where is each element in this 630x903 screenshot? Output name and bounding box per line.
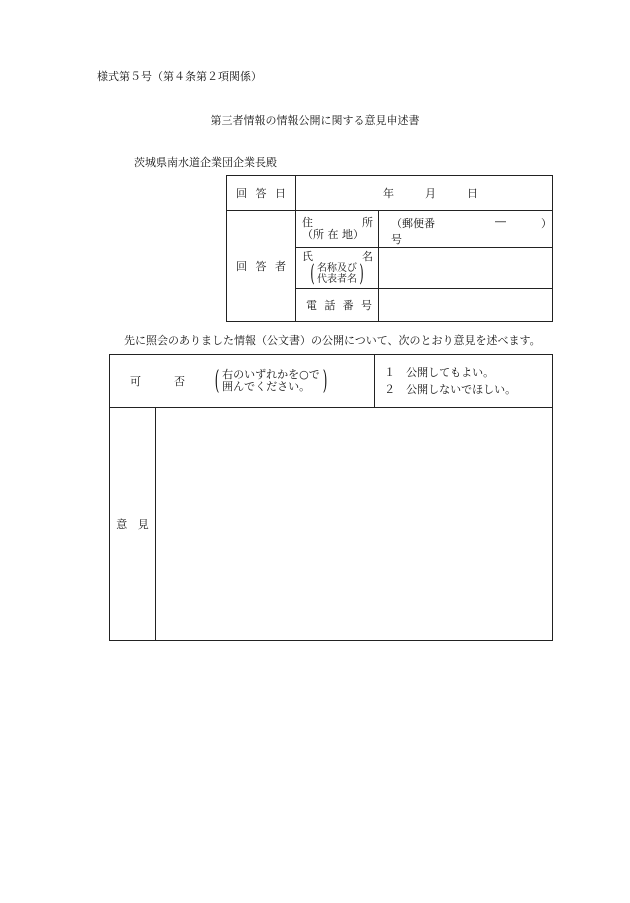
respondent-label-cell: 回 答 者 bbox=[227, 211, 296, 322]
name-label-cell: 氏 名 ( 名称及び 代表者名 ) bbox=[296, 248, 379, 289]
name-field[interactable] bbox=[379, 248, 553, 289]
year-unit: 年 bbox=[383, 187, 394, 200]
opinion-label-cell: 意 見 bbox=[110, 408, 156, 641]
day-unit: 日 bbox=[467, 187, 478, 200]
month-unit: 月 bbox=[425, 187, 436, 200]
addressee: 茨城県南水道企業団企業長殿 bbox=[134, 156, 277, 169]
option-public-ng[interactable]: ２ 公開しないでほしい。 bbox=[384, 383, 517, 396]
form-number: 様式第５号（第４条第２項関係） bbox=[97, 70, 262, 83]
date-field[interactable] bbox=[296, 176, 553, 211]
respondent-table bbox=[226, 175, 553, 322]
opinion-field[interactable] bbox=[156, 408, 553, 641]
approval-options-cell[interactable] bbox=[375, 355, 553, 408]
approval-note-line1: 右のいずれかを○で bbox=[222, 368, 320, 381]
phone-label-cell: 電 話 番 号 bbox=[296, 289, 379, 322]
approval-label-cell: 可 否 ( 右のいずれかを○で 囲んでください。 ) bbox=[110, 355, 375, 408]
opinion-table bbox=[109, 354, 553, 641]
date-label-cell: 回 答 日 bbox=[227, 176, 296, 211]
document-title: 第三者情報の情報公開に関する意見申述書 bbox=[210, 114, 420, 127]
statement-text: 先に照会のありました情報（公文書）の公開について、次のとおり意見を述べます。 bbox=[124, 334, 541, 347]
address-field[interactable]: （郵便番号 ― ） bbox=[379, 211, 553, 248]
phone-field[interactable] bbox=[379, 289, 553, 322]
option-public-ok[interactable]: １ 公開してもよい。 bbox=[384, 366, 495, 379]
approval-note-line2: 囲んでください。 bbox=[222, 380, 311, 393]
address-label-cell: 住 所 （所 在 地） bbox=[296, 211, 379, 248]
